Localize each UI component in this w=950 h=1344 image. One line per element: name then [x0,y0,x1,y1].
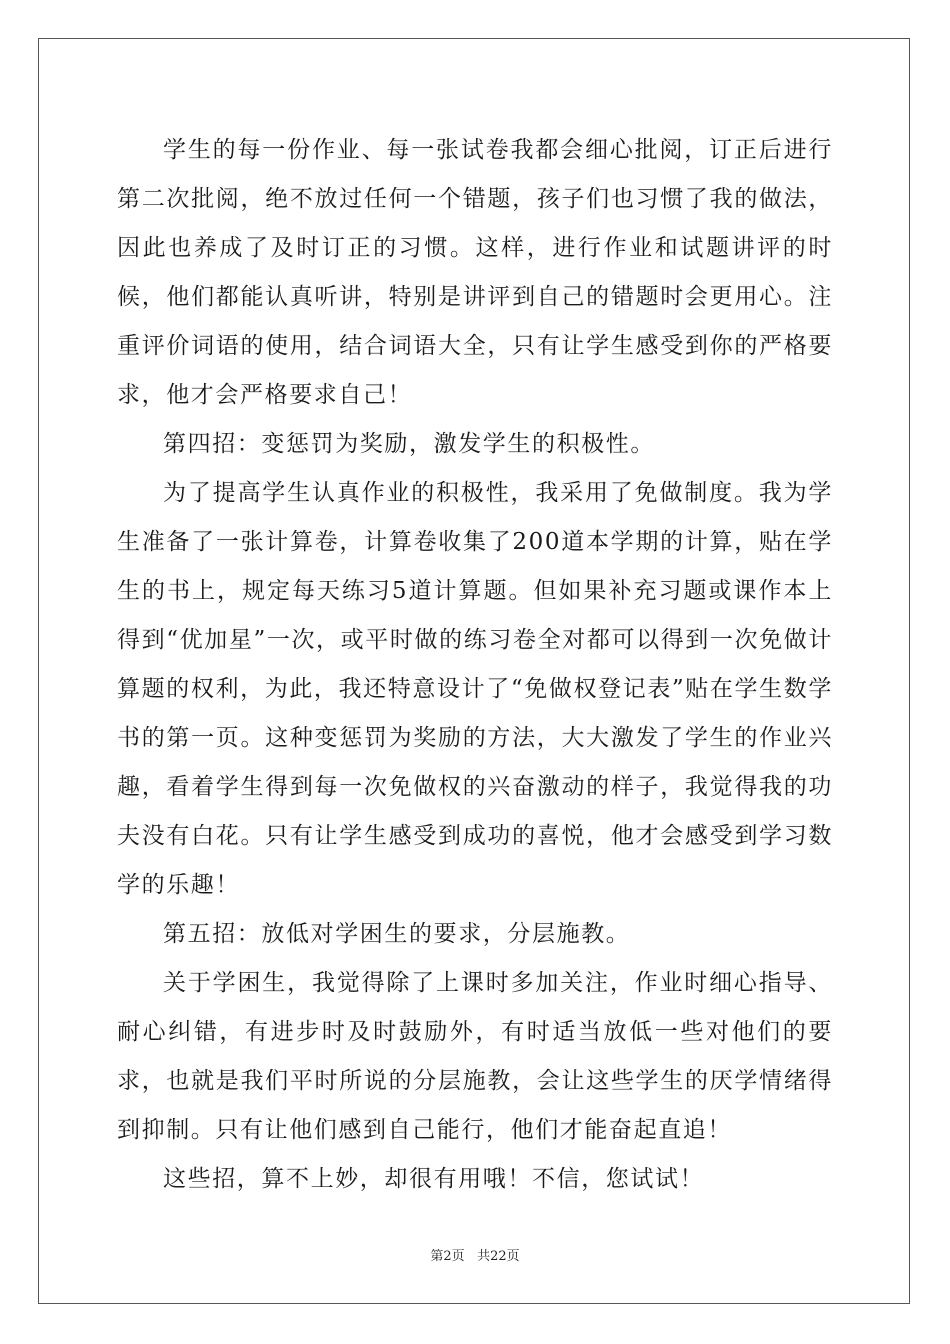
document-body [117,126,833,1204]
paragraph-struggling-students: 关于学困生，我觉得除了上课时多加关注，作业时细心指导、耐心纠错，有进步时及时鼓励外，有时适当放低一些对他们的要求，也就是我们平时所说的分层施教，会让这些学生的厌学情绪得到抑制。只有让他们感到自己能行，他们才能奋起直追！ [117,970,833,1143]
page-total: 共22页 [477,1249,520,1264]
heading-tip-five: 第五招：放低对学困生的要求，分层施教。 [163,921,631,947]
paragraph-closing: 这些招，算不上妙，却很有用哦！不信，您试试！ [163,1166,705,1192]
page-footer [0,1248,950,1266]
paragraph-correction: 学生的每一份作业、每一张试卷我都会细心批阅，订正后进行第二次批阅，绝不放过任何一个错题，孩子们也习惯了我的做法，因此也养成了及时订正的习惯。这样，进行作业和试题讲评的时候，他们都能认真听讲，特别是讲评到自己的错题时会更用心。注重评价词语的使用，结合词语大全，只有让学生感受到你的严格要求，他才会严格要求自己！ [117,137,833,408]
heading-tip-four: 第四招：变惩罚为奖励，激发学生的积极性。 [163,431,655,457]
page-number: 第2页 [430,1249,465,1264]
paragraph-reward: 为了提高学生认真作业的积极性，我采用了免做制度。我为学生准备了一张计算卷，计算卷收集了200道本学期的计算，贴在学生的书上，规定每天练习5道计算题。但如果补充习题或课作本上得到“优加星”一次，或平时做的练习卷全对都可以得到一次免做计算题的权利，为此，我还特意设计了“免做权登记表”贴在学生数学书的第一页。这种变惩罚为奖励的方法，大大激发了学生的作业兴趣，看着学生得到每一次免做权的兴奋激动的样子，我觉得我的功夫没有白花。只有让学生感受到成功的喜悦，他才会感受到学习数学的乐趣！ [117,480,833,898]
